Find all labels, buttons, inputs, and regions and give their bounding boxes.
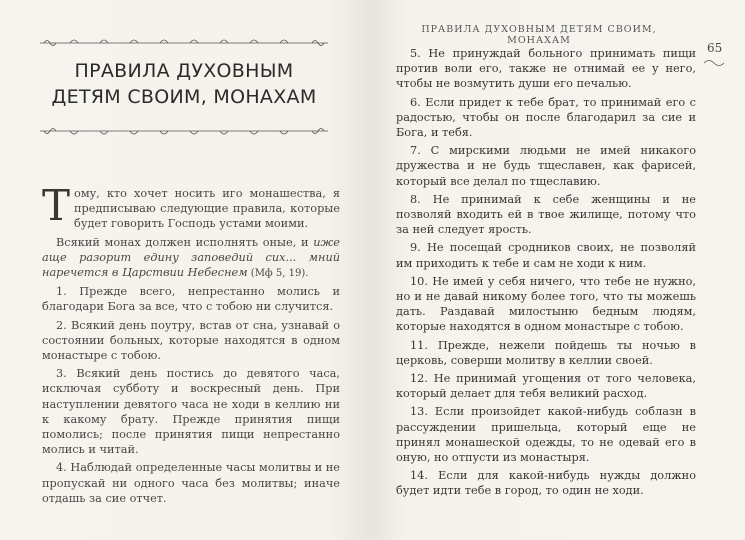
right-page [372,0,745,540]
rule-paragraph: 10. Не имей у себя ничего, что тебе не нужно, но и не давай никому более того, что ты можешь дать. Раздавай милостыню бедным людям, которые находятся в одном монастыре с тобою. [396,274,696,334]
scripture-quote: иже аще разорит едину заповедий сих... мний наречется в Царствии Небеснем [42,235,340,280]
rule-paragraph: 8. Не принимай к себе женщины и не позволяй входить ей в твое жилище, потому что за ней следует ярость. [396,192,696,237]
rule-paragraph: 14. Если для какой-нибудь нужды должно будет идти тебе в город, то один не ходи. [396,469,696,498]
scripture-reference: (Мф 5, 19). [247,268,309,280]
rule-paragraph: 6. Если придет к тебе брат, то принимай его с радостью, чтобы он после благодарил за сие и Бога, и тебя. [396,95,696,140]
paragraph-text: Всякий монах должен исполнять оные, и [56,235,314,249]
rule-paragraph: 12. Не принимай угощения от того человека, который делает для тебя великий расход. [396,372,696,401]
intro-paragraph [42,181,340,232]
rule-paragraph: 1. Прежде всего, непрестанно молись и благодари Бога за все, что с тобою ни случится. [42,285,340,314]
rule-paragraph: 11. Прежде, нежели пойдешь ты ночью в церковь, соверши молитву в келлии своей. [396,338,696,367]
chapter-title-line1: ПРАВИЛА ДУХОВНЫМ [74,60,294,82]
page-number: 65 [707,41,723,55]
rule-paragraph: 13. Если произойдет какой-нибудь соблазн в рассуждении пришельца, который еще не принял монашеской одежды, то не одевай его в оную, но отпусти из монастыря. [396,405,696,465]
paragraph [42,235,340,282]
running-head: ПРАВИЛА ДУХОВНЫМ ДЕТЯМ СВОИМ, МОНАХАМ [421,24,657,46]
drop-cap: Т [42,181,71,230]
ornament-border-icon [40,124,328,138]
ornament-border-icon [40,36,328,50]
rule-paragraph: 7. С мирскими людьми не имей никакого дружества и не будь тщеславен, как фарисей, который все делал по тщеславию. [396,144,696,188]
chapter-title-line2: ДЕТЯМ СВОИМ, МОНАХАМ [51,86,317,108]
left-page [0,0,372,540]
rule-paragraph: 2. Всякий день поутру, встав от сна, узнавай о состоянии больных, которые находятся в одном монастыре с тобою. [42,318,340,363]
rule-paragraph: 9. Не посещай сродников своих, не позволяй им приходить к тебе и сам не ходи к ним. [396,241,696,270]
right-body-text [396,46,696,502]
chapter-title [40,58,328,110]
chapter-title-block [40,36,328,138]
left-body-text [42,181,340,509]
page-number-ornament-icon [703,58,725,68]
rule-paragraph: 5. Не принуждай больного принимать пищи против воли его, также не отнимай ее у него, чтобы не возмутить души его печалью. [396,47,696,91]
rule-paragraph: 3. Всякий день постись до девятого часа, исключая субботу и воскресный день. При наступлении девятого часа не ходи в келлию ни к какому брату. Прежде принятия пищи помолись; после принятия пищи непрестанно молись и читай. [42,367,340,457]
rule-paragraph: 4. Наблюдай определенные часы молитвы и не пропускай ни одного часа без молитвы; иначе отдашь за сие отчет. [42,461,340,505]
intro-text: ому, кто хочет носить иго монашества, я предписываю следующие правила, которые будет говорить Господь устами моими. [74,187,340,231]
